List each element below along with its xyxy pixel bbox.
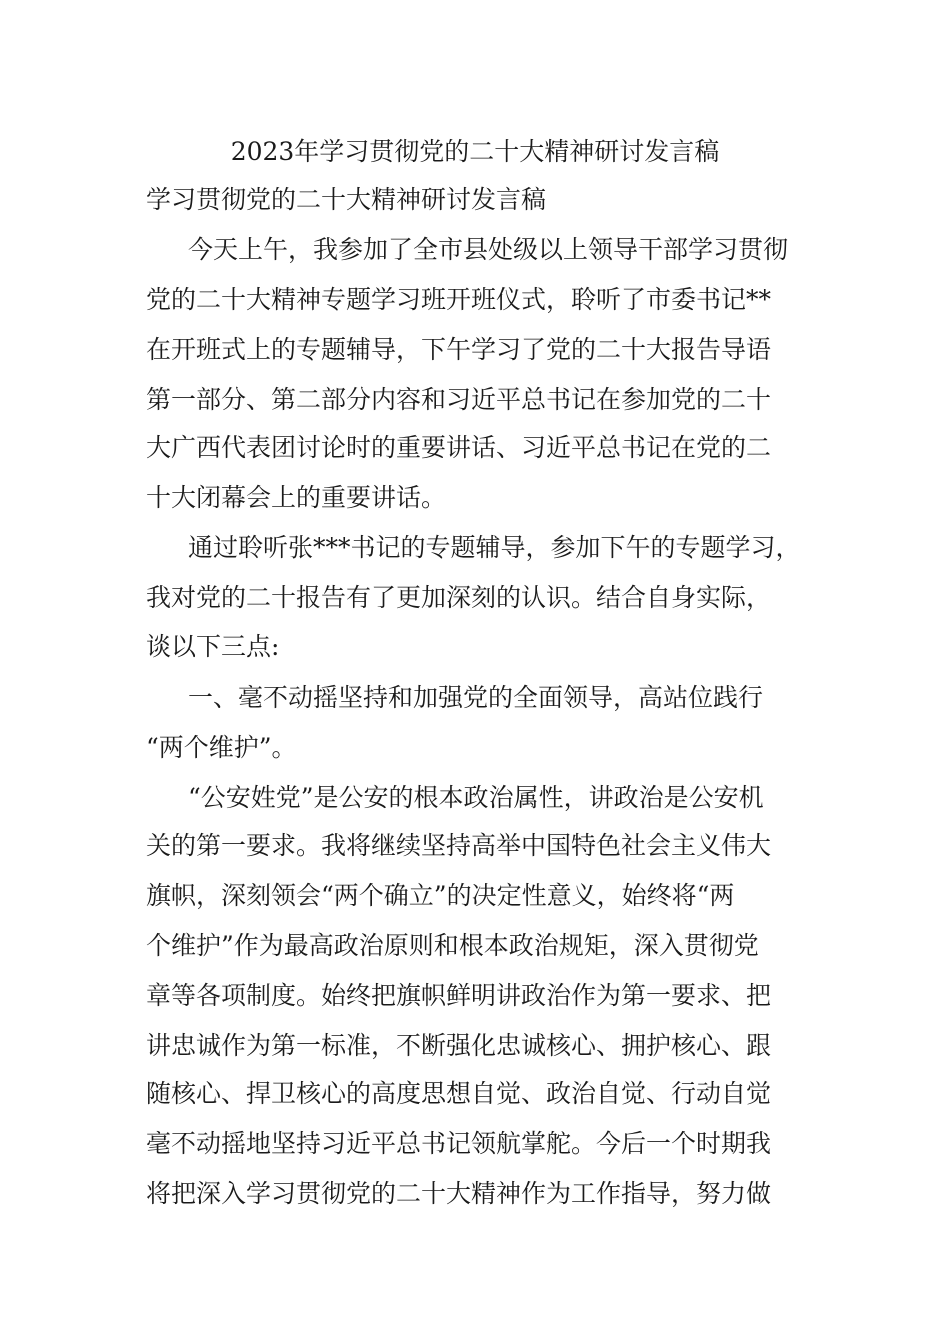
paragraph-line: 毫不动摇地坚持习近平总书记领航掌舵。今后一个时期我	[146, 1129, 772, 1158]
paragraph-line: 今天上午，我参加了全市县处级以上领导干部学习贯彻	[188, 235, 789, 264]
section-heading-line: “两个维护”。	[146, 733, 297, 762]
paragraph-line: “公安姓党”是公安的根本政治属性，讲政治是公安机	[188, 783, 764, 812]
paragraph-line: 十大闭幕会上的重要讲话。	[146, 483, 447, 512]
paragraph-line: 个维护”作为最高政治原则和根本政治规矩，深入贯彻党	[146, 931, 759, 960]
paragraph-line: 旗帜，深刻领会“两个确立”的决定性意义，始终将“两	[146, 881, 735, 910]
paragraph-line: 在开班式上的专题辅导，下午学习了党的二十大报告导语	[146, 335, 772, 364]
section-heading-line: 一、毫不动摇坚持和加强党的全面领导，高站位践行	[188, 683, 764, 712]
paragraph-line: 大广西代表团讨论时的重要讲话、习近平总书记在党的二	[146, 433, 772, 462]
document-subtitle: 学习贯彻党的二十大精神研讨发言稿	[146, 185, 547, 214]
paragraph-line: 谈以下三点:	[146, 632, 280, 661]
paragraph-line: 章等各项制度。始终把旗帜鲜明讲政治作为第一要求、把	[146, 981, 772, 1010]
paragraph-line: 党的二十大精神专题学习班开班仪式，聆听了市委书记**	[146, 285, 772, 314]
paragraph-line: 关的第一要求。我将继续坚持高举中国特色社会主义伟大	[146, 831, 772, 860]
paragraph-line: 第一部分、第二部分内容和习近平总书记在参加党的二十	[146, 385, 772, 414]
paragraph-line: 将把深入学习贯彻党的二十大精神作为工作指导，努力做	[146, 1179, 772, 1208]
paragraph-line: 讲忠诚作为第一标准，不断强化忠诚核心、拥护核心、跟	[146, 1031, 772, 1060]
paragraph-line: 我对党的二十报告有了更加深刻的认识。结合自身实际，	[146, 583, 772, 612]
paragraph-line: 通过聆听张***书记的专题辅导，参加下午的专题学习，	[188, 533, 801, 562]
paragraph-line: 随核心、捍卫核心的高度思想自觉、政治自觉、行动自觉	[146, 1079, 772, 1108]
document-title: 2023年学习贯彻党的二十大精神研讨发言稿	[230, 137, 720, 166]
